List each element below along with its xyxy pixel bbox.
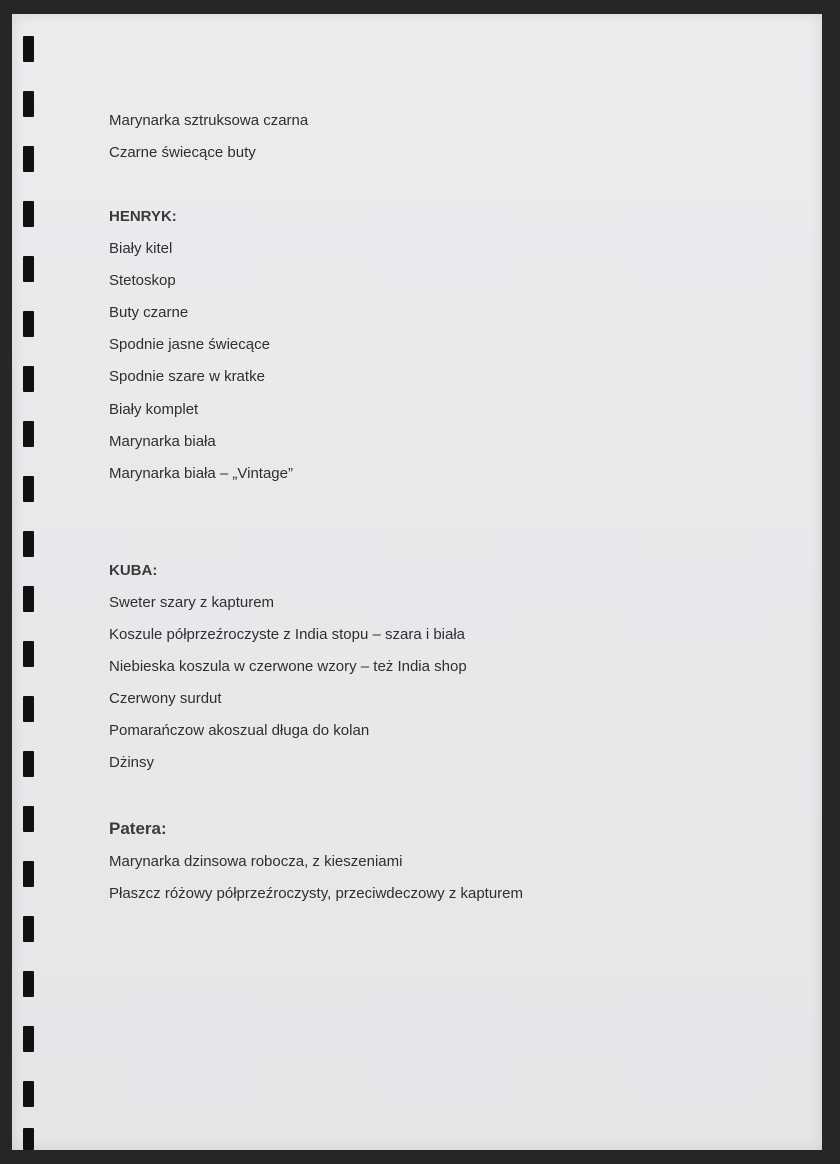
list-item: Biały komplet xyxy=(109,401,199,418)
binding-hole xyxy=(23,971,34,997)
binding-hole xyxy=(23,1026,34,1052)
list-item: Buty czarne xyxy=(109,304,189,321)
binding-hole xyxy=(23,476,34,502)
list-item: Marynarka sztruksowa czarna xyxy=(109,112,309,129)
list-item: Stetoskop xyxy=(109,272,176,289)
binding-hole xyxy=(23,861,34,887)
binding-hole xyxy=(23,91,34,117)
list-item: Czarne świecące buty xyxy=(109,144,256,161)
binding-hole xyxy=(23,366,34,392)
list-item: Marynarka biała xyxy=(109,433,216,450)
list-item: Sweter szary z kapturem xyxy=(109,594,275,611)
binding-hole xyxy=(23,531,34,557)
paper-page xyxy=(12,14,822,1150)
binding-hole xyxy=(23,641,34,667)
list-item: Pomarańczow akoszual długa do kolan xyxy=(109,722,370,739)
binding-hole xyxy=(23,751,34,777)
binding-hole xyxy=(23,36,34,62)
list-item: Spodnie jasne świecące xyxy=(109,336,270,353)
binding-hole xyxy=(23,201,34,227)
comb-binding xyxy=(23,36,35,1150)
binding-hole xyxy=(23,916,34,942)
list-item: Marynarka biała – „Vintage” xyxy=(109,465,293,482)
binding-hole xyxy=(23,696,34,722)
binding-hole xyxy=(23,586,34,612)
list-item: Marynarka dzinsowa robocza, z kieszeniami xyxy=(109,853,403,870)
list-item: Spodnie szare w kratke xyxy=(109,368,265,385)
section-heading-kuba: KUBA: xyxy=(109,562,158,579)
binding-hole xyxy=(23,421,34,447)
list-item: Biały kitel xyxy=(109,240,173,257)
binding-hole xyxy=(23,1128,34,1150)
binding-hole xyxy=(23,806,34,832)
binding-hole xyxy=(23,256,34,282)
list-item: Dżinsy xyxy=(109,754,155,771)
binding-hole xyxy=(23,311,34,337)
list-item: Koszule półprzeźroczyste z India stopu – szara i biała xyxy=(109,626,466,643)
list-item: Niebieska koszula w czerwone wzory – też India shop xyxy=(109,658,467,675)
list-item: Czerwony surdut xyxy=(109,690,222,707)
section-heading-henryk: HENRYK: xyxy=(109,208,177,225)
list-item: Płaszcz różowy półprzeźroczysty, przeciwdeczowy z kapturem xyxy=(109,885,524,902)
binding-hole xyxy=(23,1081,34,1107)
section-heading-patera: Patera: xyxy=(109,819,167,838)
binding-hole xyxy=(23,146,34,172)
